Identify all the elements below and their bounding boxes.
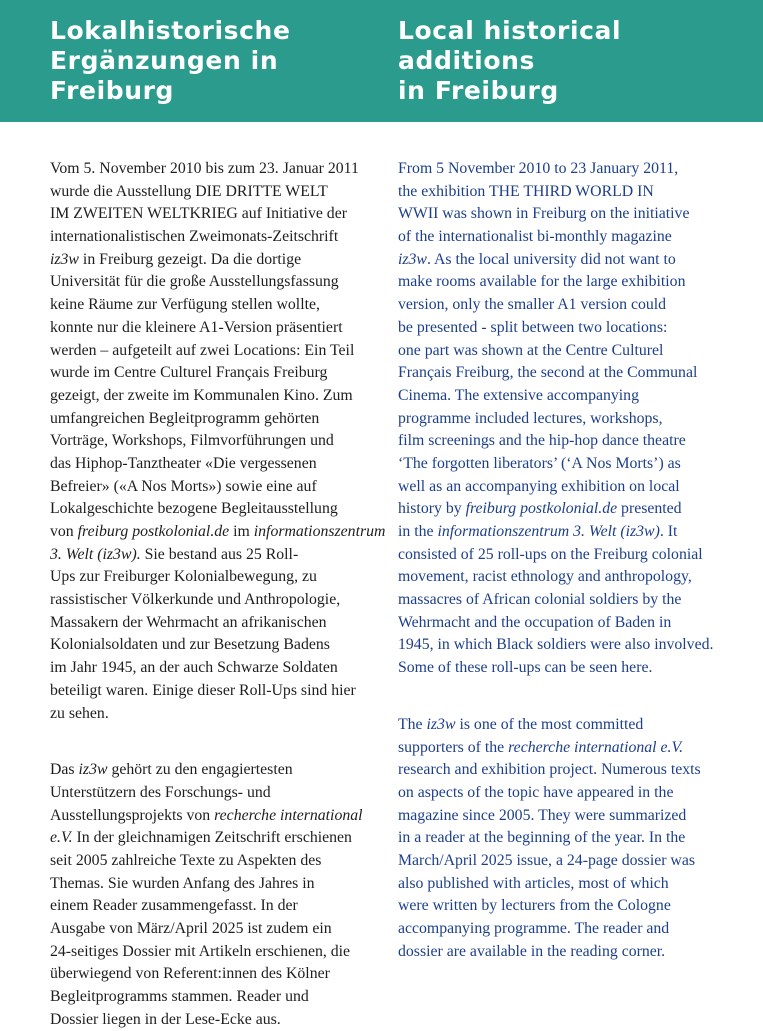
text-line [398,782,713,805]
text-line [50,430,385,453]
text-segment: Some of these roll-ups can be seen here. [398,659,653,677]
text-segment: history by [398,500,466,518]
text-segment: ‘The forgotten liberators’ (‘A Nos Morts’) as [398,454,681,472]
text-line [398,158,713,181]
text-line [398,317,713,340]
text-segment: supporters of the [398,738,509,756]
text-line [398,294,713,317]
text-line [50,385,385,408]
text-segment: accompanying programme. The reader and [398,920,670,937]
italic-text-segment: recherche international [214,806,363,824]
text-segment: Begleitprogramms stammen. Reader und [50,988,309,1006]
text-line [398,850,713,873]
italic-text-segment: recherche international e.V. [508,738,684,756]
title-line: Lokalhistorische [50,16,291,45]
text-line [398,634,713,657]
text-segment: von [50,523,78,540]
text-line [50,680,385,703]
text-segment: überwiegend von Referent:innen des Kölner [50,965,330,983]
text-line [398,566,713,589]
text-segment: Lokalgeschichte bezogene Begleitausstellung [50,500,338,518]
text-line [398,430,713,453]
text-line [398,181,713,204]
italic-text-segment: 3. Welt (iz3w). [50,545,141,563]
text-line [50,181,385,204]
text-line [50,317,385,340]
text-line [398,544,713,567]
text-line [50,941,385,964]
text-segment: consisted of 25 roll-ups on the Freiburg colonial [398,545,703,563]
text-segment: dossier are available in the reading corner. [398,942,666,960]
text-segment: version, only the smaller A1 version could [398,296,667,314]
text-line [50,612,385,635]
italic-text-segment: e.V. [50,829,73,847]
text-line [50,827,385,850]
text-segment: einem Reader zusammengefasst. In der [50,897,298,915]
text-segment: 24-seitiges Dossier mit Artikeln erschienen, die [50,942,351,960]
text-line [398,873,713,896]
text-line [50,203,385,226]
text-segment: Sie bestand aus 25 Roll- [140,545,299,563]
paragraph-gap [50,725,385,759]
text-segment: were written by lecturers from the Cologne [398,897,671,915]
german-paragraph-1 [50,158,385,725]
text-segment: Vorträge, Workshops, Filmvorführungen und [50,432,334,450]
text-segment: presented [617,500,682,518]
text-line [50,566,385,589]
italic-text-segment: informationszentrum [253,523,386,540]
text-line [50,873,385,896]
text-segment: one part was shown at the Centre Culturel [398,341,664,359]
text-line [50,294,385,317]
text-line [398,453,713,476]
text-segment: magazine since 2005. They were summarized [398,806,687,824]
text-line [398,714,713,737]
text-segment: zu sehen. [50,704,109,722]
text-line [50,759,385,782]
text-segment: Wehrmacht and the occupation of Baden in [398,613,672,631]
text-segment: 1945, in which Black soldiers were also involved. [398,636,714,654]
text-line [50,340,385,363]
text-line [50,918,385,941]
text-segment: also published with articles, most of which [398,874,669,892]
text-segment: werden – aufgeteilt auf zwei Locations: Ein Teil [50,341,355,359]
text-segment: rassistischer Völkerkunde und Anthropologie, [50,591,341,609]
page-title-english [398,16,621,106]
text-line [50,362,385,385]
english-paragraph-2 [398,714,713,964]
text-segment: is one of the most committed [455,715,644,733]
text-segment: Cinema. The extensive accompanying [398,386,639,404]
text-segment: wurde im Centre Culturel Français Freiburg [50,364,328,382]
text-segment: Français Freiburg, the second at the Communal [398,364,698,382]
text-segment: Ausgabe von März/April 2025 ist zudem ein [50,920,332,937]
text-line [50,158,385,181]
text-segment: film screenings and the hip-hop dance theatre [398,432,686,450]
text-line [398,657,713,680]
text-segment: Universität für die große Ausstellungsfassung [50,273,339,291]
text-segment: Ausstellungsprojekts von [50,806,215,824]
text-segment: movement, racist ethnology and anthropology, [398,568,692,586]
text-segment: in Freiburg gezeigt. Da die dortige [78,250,302,268]
title-line: Freiburg [50,76,175,105]
text-segment: Dossier liegen in der Lese-Ecke aus. [50,1010,281,1028]
text-segment: seit 2005 zahlreiche Texte zu Aspekten des [50,851,322,869]
text-segment: das Hiphop-Tanztheater «Die vergessenen [50,454,317,472]
title-line: Ergänzungen in [50,46,279,75]
english-text-column [398,158,713,963]
header-banner [0,0,763,122]
text-segment: gehört zu den engagiertesten [107,761,293,779]
text-segment: the exhibition THE THIRD WORLD IN [398,182,654,200]
text-line [50,782,385,805]
title-line: additions [398,46,536,75]
text-line [50,544,385,567]
text-line [50,408,385,431]
text-line [50,703,385,726]
text-line [50,805,385,828]
text-segment: well as an accompanying exhibition on local [398,477,680,495]
text-segment: . As the local university did not want to [426,250,676,268]
text-segment: March/April 2025 issue, a 24-page dossier was [398,851,696,869]
text-line [50,498,385,521]
text-line [398,805,713,828]
text-line [50,226,385,249]
text-segment: programme included lectures, workshops, [398,409,663,427]
italic-text-segment: informationszentrum 3. Welt (iz3w) [437,523,660,540]
text-segment: gezeigt, der zweite im Kommunalen Kino. Zum [50,386,353,404]
text-segment: internationalistischen Zweimonats-Zeitschrift [50,228,339,246]
text-segment: In der gleichnamigen Zeitschrift erschienen [72,829,352,847]
german-paragraph-2 [50,759,385,1031]
italic-text-segment: freiburg postkolonial.de [465,500,618,518]
german-text-column [50,158,385,1031]
text-line [50,453,385,476]
title-line: in Freiburg [398,76,559,105]
text-segment: research and exhibition project. Numerous texts [398,761,701,779]
text-line [398,226,713,249]
text-line [50,850,385,873]
text-line [398,827,713,850]
text-line [398,249,713,272]
title-line: Local historical [398,16,622,45]
text-line [398,612,713,635]
text-segment: Befreier» («A Nos Morts») sowie eine auf [50,477,317,495]
text-segment: Ups zur Freiburger Kolonialbewegung, zu [50,568,317,586]
text-line [50,895,385,918]
text-line [398,918,713,941]
text-line [50,634,385,657]
text-segment: on aspects of the topic have appeared in the [398,783,674,801]
text-line [50,963,385,986]
text-segment: Vom 5. November 2010 bis zum 23. Januar 2011 [50,160,359,177]
text-line [398,362,713,385]
text-segment: Massakern der Wehrmacht an afrikanischen [50,613,327,631]
text-line [50,249,385,272]
text-segment: im Jahr 1945, an der auch Schwarze Soldaten [50,659,338,677]
text-line [398,385,713,408]
page-title-german [50,16,291,106]
italic-text-segment: iz3w [426,715,456,733]
italic-text-segment: iz3w [398,250,427,268]
text-segment: Unterstützern des Forschungs- und [50,783,271,801]
text-segment: massacres of African colonial soldiers by the [398,591,682,609]
text-line [398,203,713,226]
text-line [398,759,713,782]
text-segment: make rooms available for the large exhibition [398,273,686,291]
text-line [398,589,713,612]
text-line [398,941,713,964]
text-segment: keine Räume zur Verfügung stellen wollte, [50,296,320,314]
italic-text-segment: iz3w [50,250,79,268]
italic-text-segment: iz3w [78,761,108,779]
text-segment: in the [398,523,438,540]
text-line [398,408,713,431]
text-line [50,986,385,1009]
text-segment: WWII was shown in Freiburg on the initiative [398,205,690,223]
text-segment: in a reader at the beginning of the year. In the [398,829,686,847]
text-segment: im [229,523,254,540]
text-line [50,657,385,680]
text-line [398,521,713,544]
paragraph-gap [398,680,713,714]
text-segment: Themas. Sie wurden Anfang des Jahres in [50,874,315,892]
text-line [398,476,713,499]
text-segment: beteiligt waren. Einige dieser Roll-Ups sind hier [50,681,356,699]
text-line [50,476,385,499]
text-line [398,340,713,363]
text-segment: From 5 November 2010 to 23 January 2011, [398,160,679,177]
text-segment: Kolonialsoldaten und zur Besetzung Badens [50,636,330,654]
text-line [50,589,385,612]
text-segment: . It [659,523,678,540]
text-segment: The [398,715,427,733]
text-line [398,498,713,521]
text-line [50,271,385,294]
text-line [398,271,713,294]
text-segment: of the internationalist bi-monthly magazine [398,228,672,246]
english-paragraph-1 [398,158,713,680]
text-line [398,895,713,918]
text-line [50,521,385,544]
italic-text-segment: freiburg postkolonial.de [77,523,230,540]
text-segment: umfangreichen Begleitprogramm gehörten [50,409,320,427]
text-line [50,1009,385,1031]
text-segment: Das [50,761,79,779]
text-line [398,737,713,760]
text-segment: be presented - split between two locations: [398,318,668,336]
text-segment: IM ZWEITEN WELTKRIEG auf Initiative der [50,205,347,223]
text-segment: konnte nur die kleinere A1-Version präsentiert [50,318,343,336]
text-segment: wurde die Ausstellung DIE DRITTE WELT [50,182,328,200]
